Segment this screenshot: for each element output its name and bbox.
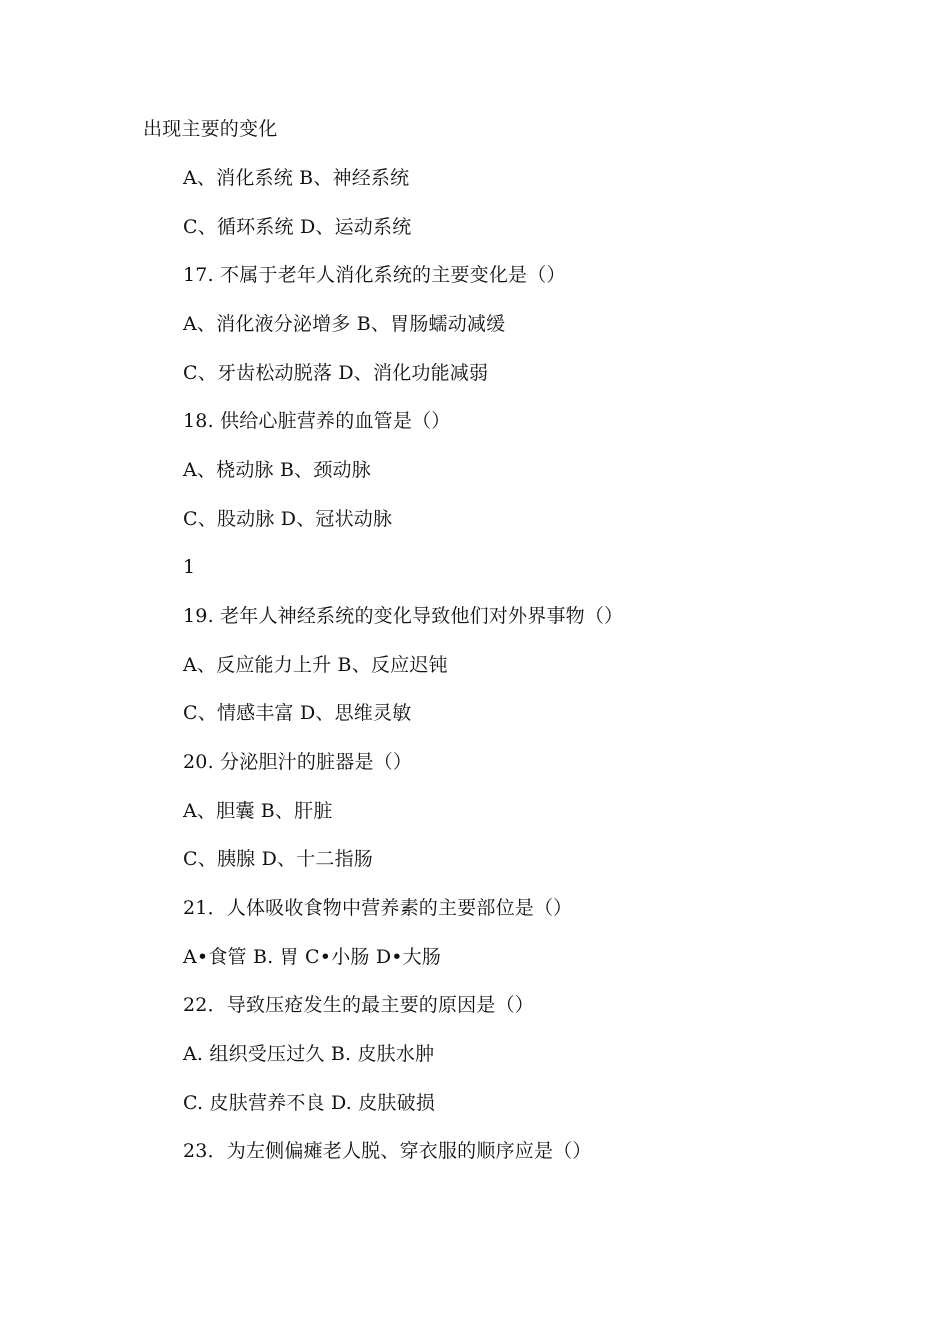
option-line: A•食管 B. 胃 C•小肠 D•大肠 [183, 946, 442, 968]
option-line: A. 组织受压过久 B. 皮肤水肿 [183, 1043, 435, 1065]
option-line: A、消化液分泌增多 B、胃肠蠕动减缓 [183, 313, 506, 335]
question-20: 20. 分泌胆汁的脏器是（） [183, 751, 413, 773]
option-line: A、反应能力上升 B、反应迟钝 [183, 654, 448, 676]
page-number: 1 [183, 556, 196, 578]
option-line: A、消化系统 B、神经系统 [183, 167, 410, 189]
question-19: 19. 老年人神经系统的变化导致他们对外界事物（） [183, 605, 624, 627]
text-line-continuation: 出现主要的变化 [143, 118, 278, 140]
option-line: C、牙齿松动脱落 D、消化功能减弱 [183, 362, 489, 384]
option-line: A、胆囊 B、肝脏 [183, 800, 333, 822]
option-line: A、桡动脉 B、颈动脉 [183, 459, 371, 481]
question-23: 23．为左侧偏瘫老人脱、穿衣服的顺序应是（） [183, 1140, 592, 1162]
question-18: 18. 供给心脏营养的血管是（） [183, 410, 451, 432]
option-line: C、胰腺 D、十二指肠 [183, 848, 374, 870]
question-22: 22．导致压疮发生的最主要的原因是（） [183, 994, 534, 1016]
option-line: C. 皮肤营养不良 D. 皮肤破损 [183, 1092, 436, 1114]
question-17: 17. 不属于老年人消化系统的主要变化是（） [183, 264, 566, 286]
option-line: C、循环系统 D、运动系统 [183, 216, 412, 238]
option-line: C、股动脉 D、冠状动脉 [183, 508, 393, 530]
option-line: C、情感丰富 D、思维灵敏 [183, 702, 412, 724]
question-21: 21．人体吸收食物中营养素的主要部位是（） [183, 897, 573, 919]
